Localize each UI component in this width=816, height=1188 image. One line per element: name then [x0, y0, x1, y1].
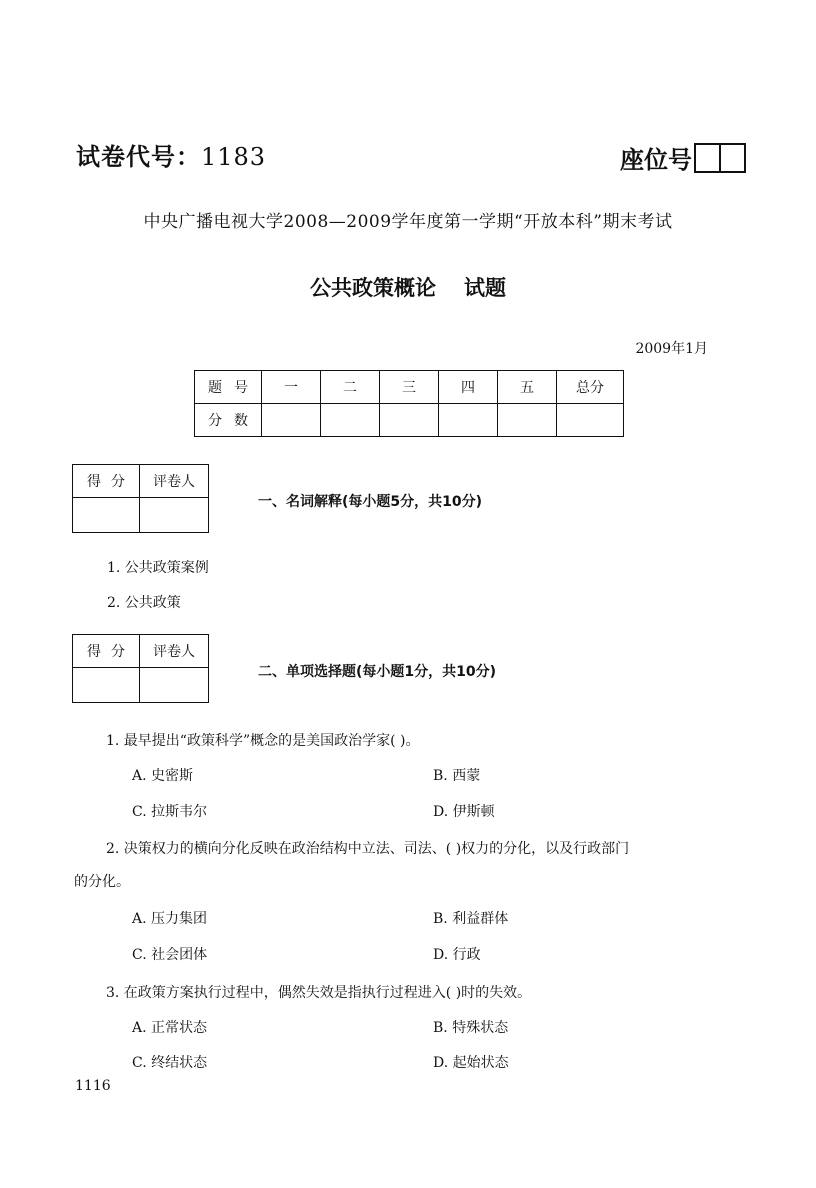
score-table-col: 二	[321, 371, 380, 404]
score-cell[interactable]	[321, 404, 380, 437]
score-table-col: 一	[262, 371, 321, 404]
grader-score-cell[interactable]	[73, 668, 140, 703]
option-b: B. 特殊状态	[433, 1020, 509, 1036]
option-a: A. 压力集团	[132, 911, 208, 927]
grader-name-cell[interactable]	[140, 668, 209, 703]
score-table-col: 五	[498, 371, 557, 404]
score-cell[interactable]	[557, 404, 624, 437]
grader-name-label: 评卷人	[140, 465, 209, 498]
score-table-score-row	[195, 404, 624, 437]
score-cell[interactable]	[262, 404, 321, 437]
score-table-row1-header: 题号	[195, 371, 262, 404]
exam-title: 中央广播电视大学2008—2009学年度第一学期“开放本科”期末考试	[143, 212, 673, 232]
question-stem: 2. 决策权力的横向分化反映在政治结构中立法、司法、( )权力的分化，以及行政部门	[106, 841, 630, 857]
option-c: C. 社会团体	[132, 947, 208, 963]
exam-code-label: 试卷代号：	[76, 143, 201, 171]
question-stem: 3. 在政策方案执行过程中，偶然失效是指执行过程进入( )时的失效。	[106, 985, 532, 1001]
score-table-col: 四	[439, 371, 498, 404]
option-d: D. 伊斯顿	[433, 804, 495, 820]
question-stem: 1. 最早提出“政策科学”概念的是美国政治学家( )。	[106, 733, 420, 749]
option-c: C. 拉斯韦尔	[132, 804, 208, 820]
option-a: A. 正常状态	[132, 1020, 208, 1036]
grader-name-label: 评卷人	[140, 635, 209, 668]
grader-score-cell[interactable]	[73, 498, 140, 533]
seat-number	[620, 140, 746, 175]
exam-code-value: 1183	[201, 143, 267, 171]
grader-box-section-2	[72, 634, 209, 703]
grader-box-section-1	[72, 464, 209, 533]
section-1-title: 一、名词解释(每小题5分，共10分)	[258, 494, 483, 510]
section-2-title: 二、单项选择题(每小题1分，共10分)	[258, 664, 497, 680]
score-table-col-total: 总分	[557, 371, 624, 404]
seat-number-label: 座位号	[620, 146, 692, 174]
option-b: B. 利益群体	[433, 911, 509, 927]
term-item: 1. 公共政策案例	[107, 560, 209, 576]
subject-name: 公共政策概论	[310, 276, 436, 300]
score-table-col: 三	[380, 371, 439, 404]
score-cell[interactable]	[439, 404, 498, 437]
score-cell[interactable]	[498, 404, 557, 437]
option-a: A. 史密斯	[132, 768, 194, 784]
grader-score-label: 得分	[73, 635, 140, 668]
score-table-row2-header: 分数	[195, 404, 262, 437]
page-number: 1116	[75, 1078, 111, 1094]
grader-score-label: 得分	[73, 465, 140, 498]
question-stem-continuation: 的分化。	[74, 874, 130, 890]
subject-title	[0, 272, 816, 302]
exam-date: 2009年1月	[635, 341, 708, 357]
option-d: D. 行政	[433, 947, 481, 963]
score-table	[194, 370, 624, 437]
exam-code	[76, 137, 266, 172]
subject-suffix: 试题	[464, 276, 506, 300]
seat-number-box	[694, 143, 746, 173]
grader-name-cell[interactable]	[140, 498, 209, 533]
score-table-header-row	[195, 371, 624, 404]
option-d: D. 起始状态	[433, 1055, 509, 1071]
option-c: C. 终结状态	[132, 1055, 208, 1071]
option-b: B. 西蒙	[433, 768, 481, 784]
term-item: 2. 公共政策	[107, 595, 181, 611]
score-cell[interactable]	[380, 404, 439, 437]
